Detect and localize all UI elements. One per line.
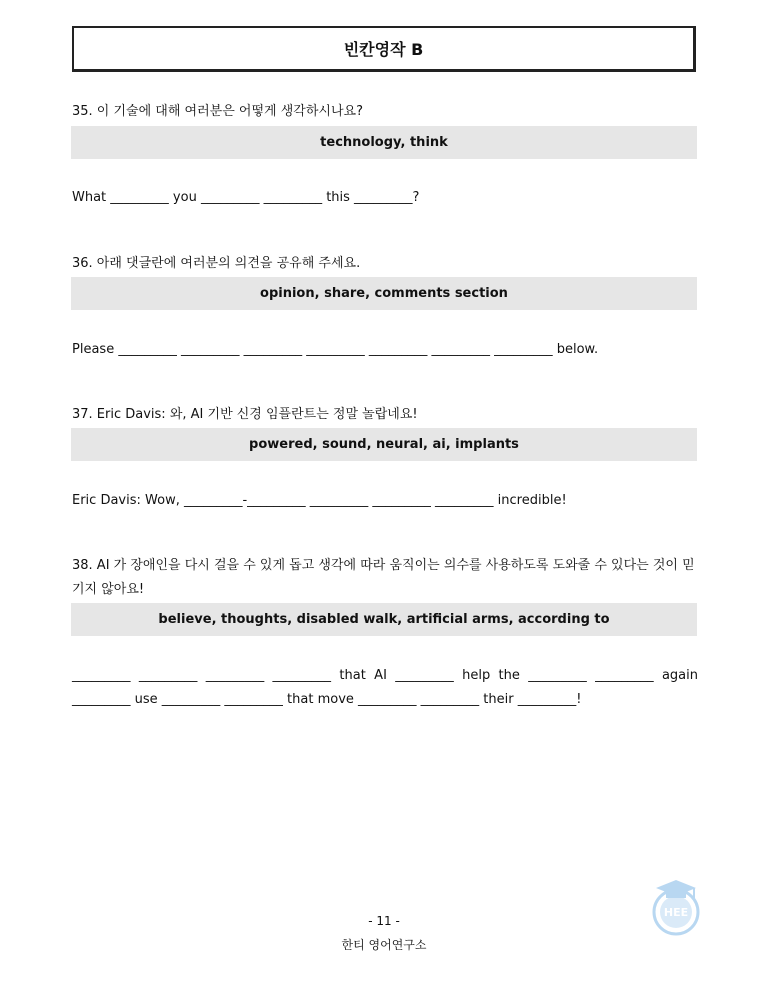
page-number: - 11 - <box>368 914 400 928</box>
logo-text: HEE <box>663 906 689 919</box>
question-35-keywords: technology, think <box>71 126 697 159</box>
question-36-answer: Please _________ _________ _________ _________ _________ _________ _________ below. <box>72 342 599 357</box>
question-36-keywords: opinion, share, comments section <box>71 277 697 310</box>
worksheet-title: 빈칸영작 B <box>343 40 424 59</box>
question-37-prompt: 37. Eric Davis: 와, AI 기반 신경 임플란트는 정말 놀랍네요! <box>72 407 418 422</box>
question-38-keywords: believe, thoughts, disabled walk, artificial arms, according to <box>71 603 697 636</box>
publisher-logo <box>648 876 704 936</box>
publisher-name: 한티 영어연구소 <box>341 938 427 952</box>
question-36-prompt: 36. 아래 댓글란에 여러분의 의견을 공유해 주세요. <box>72 256 361 271</box>
question-37-answer: Eric Davis: Wow, _________-_________ _________ _________ _________ incredible! <box>72 493 567 508</box>
worksheet-title-box <box>72 26 696 72</box>
question-35-prompt: 35. 이 기술에 대해 여러분은 어떻게 생각하시나요? <box>72 104 363 119</box>
question-38-prompt: 38. AI 가 장애인을 다시 걸을 수 있게 돕고 생각에 따라 움직이는 의수를 사용하도록 도와줄 수 있다는 것이 믿기지 않아요! <box>72 558 695 597</box>
question-38-answer: _________ _________ _________ _________ that AI _________ help the _________ _________ again _________ use _________ _________ that move _________ _________ their _________! <box>72 668 698 707</box>
question-35-answer: What _________ you _________ _________ this _________? <box>72 190 420 205</box>
graduation-cap-icon <box>648 876 704 936</box>
question-37-keywords: powered, sound, neural, ai, implants <box>71 428 697 461</box>
